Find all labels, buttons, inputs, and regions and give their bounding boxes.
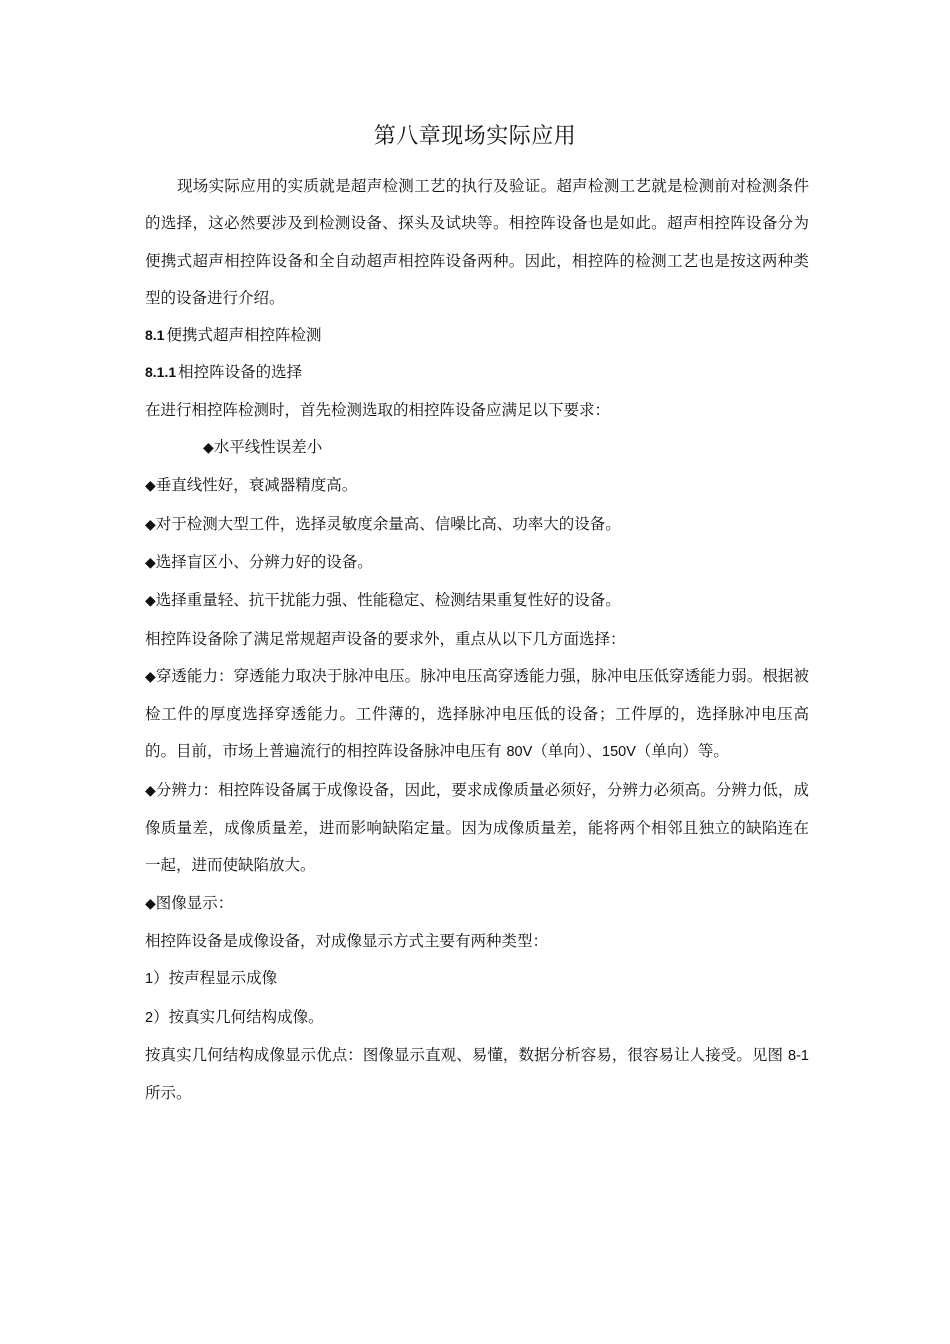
requirement-item [145, 544, 809, 582]
list-number: 2 [145, 1009, 154, 1026]
intro-paragraph: 现场实际应用的实质就是超声检测工艺的执行及验证。超声检测工艺就是检测前对检测条件的选择，这必然要涉及到检测设备、探头及试块等。相控阵设备也是如此。超声相控阵设备分为便携式超声相控阵设备和全自动超声相控阵设备两种。因此，相控阵的检测工艺也是按这两种类型的设备进行介绍。 [145, 177, 809, 307]
section-heading-8-1-1 [145, 354, 809, 391]
conclusion-paragraph [145, 1037, 809, 1113]
voltage-value: 150V [602, 744, 636, 761]
display-type-text: ）按声程显示成像 [153, 969, 278, 988]
diamond-bullet-icon: ◆ [145, 478, 156, 495]
penetration-text: 穿透能力：穿透能力取决于脉冲电压。脉冲电压高穿透能力强，脉冲电压低穿透能力弱。根据被检工件的厚度选择穿透能力。工件薄的，选择脉冲电压低的设备；工件厚的，选择脉冲电压高的。目前，市场上普遍流行的相控阵设备脉冲电压有 [145, 666, 809, 761]
image-display-text: 图像显示： [155, 893, 234, 912]
requirement-text: 选择重量轻、抗干扰能力强、性能稳定、检测结果重复性好的设备。 [155, 591, 621, 610]
section-number: 8.1.1 [145, 364, 177, 381]
requirement-item [145, 506, 809, 544]
list-number: 1 [145, 971, 154, 988]
penetration-text: （单向）等。 [635, 742, 729, 761]
penetration-text: （单向）、 [532, 742, 603, 761]
requirement-text: 对于检测大型工件，选择灵敏度余量高、信噪比高、功率大的设备。 [155, 514, 621, 533]
chapter-title: 第八章现场实际应用 [373, 124, 577, 149]
section-title: 便携式超声相控阵检测 [166, 326, 322, 345]
diamond-bullet-icon: ◆ [203, 440, 214, 457]
requirement-item [145, 467, 809, 505]
conclusion-text: 所示。 [145, 1084, 192, 1103]
requirement-item [145, 429, 809, 467]
section-heading-8-1 [145, 317, 809, 354]
resolution-text: 分辨力：相控阵设备属于成像设备，因此，要求成像质量必须好，分辨力必须高。分辨力低，成像质量差，成像质量差，进而影响缺陷定量。因为成像质量差，能将两个相邻且独立的缺陷连在一起，进而使缺陷放大。 [145, 780, 809, 875]
display-type-item [145, 999, 809, 1037]
requirement-text: 垂直线性好，衰减器精度高。 [155, 476, 358, 495]
display-lead-paragraph: 相控阵设备是成像设备，对成像显示方式主要有两种类型： [145, 931, 549, 950]
display-type-item [145, 960, 809, 998]
diamond-bullet-icon: ◆ [145, 668, 156, 685]
conclusion-text: 按真实几何结构成像显示优点：图像显示直观、易懂，数据分析容易，很容易让人接受。见图 [145, 1045, 789, 1064]
display-type-text: ）按真实几何结构成像。 [153, 1007, 324, 1026]
section-number: 8.1 [145, 327, 165, 344]
figure-reference: 8-1 [788, 1047, 809, 1064]
resolution-paragraph [145, 772, 809, 885]
lead-paragraph-2: 相控阵设备除了满足常规超声设备的要求外，重点从以下几方面选择： [145, 629, 626, 648]
voltage-value: 80V [506, 744, 533, 761]
image-display-item [145, 885, 809, 923]
diamond-bullet-icon: ◆ [145, 516, 156, 533]
lead-paragraph: 在进行相控阵检测时，首先检测选取的相控阵设备应满足以下要求： [145, 400, 611, 419]
requirement-text: 水平线性误差小 [213, 438, 323, 457]
diamond-bullet-icon: ◆ [145, 554, 156, 571]
diamond-bullet-icon: ◆ [145, 895, 156, 912]
requirement-text: 选择盲区小、分辨力好的设备。 [155, 552, 373, 571]
diamond-bullet-icon: ◆ [145, 782, 156, 799]
requirement-item [145, 582, 809, 620]
penetration-paragraph [145, 658, 809, 772]
section-title: 相控阵设备的选择 [178, 363, 303, 382]
document-body [145, 168, 809, 1112]
diamond-bullet-icon: ◆ [145, 593, 156, 610]
